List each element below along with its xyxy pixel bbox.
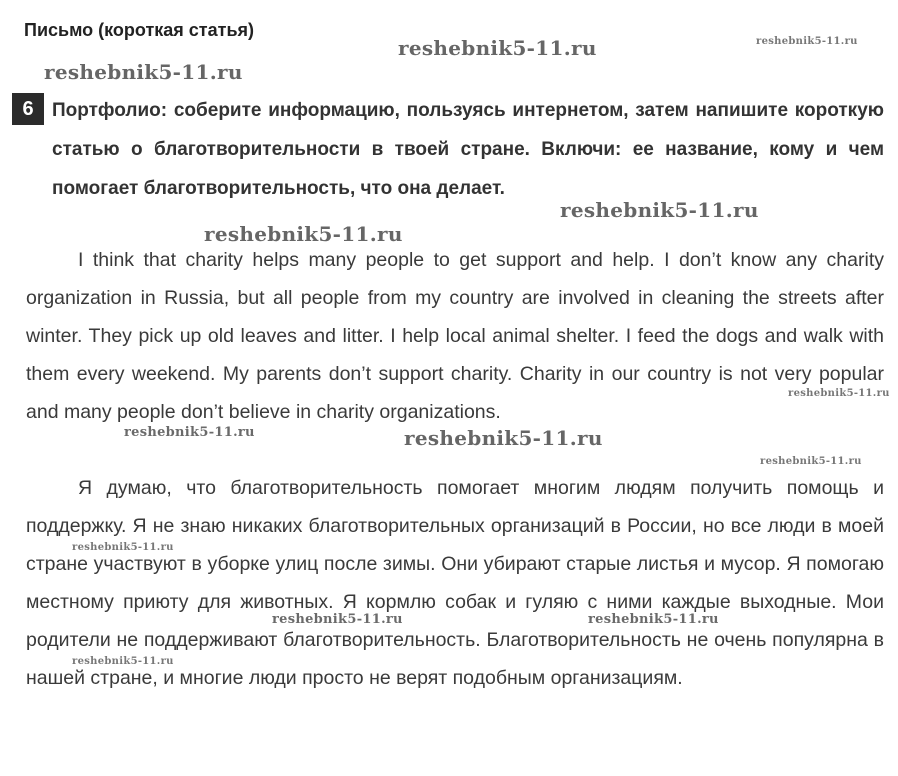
watermark: reshebnik5-11.ru: [204, 222, 403, 246]
watermark: reshebnik5-11.ru: [404, 426, 603, 450]
english-paragraph: I think that charity helps many people to get support and help. I don’t know any charity organization in Russia, but all people from my country are involved in cleaning the streets after winter. They pick up old leaves and litter. I help local animal shelter. I feed the dogs and walk with them every weekend. My parents don’t support charity. Charity in our country is not very popular and many people don’t believe in charity organizations.: [26, 249, 884, 423]
section-title: Письмо (короткая статья): [24, 20, 255, 40]
watermark: reshebnik5-11.ru: [760, 456, 862, 467]
task-instructions: Портфолио: соберите информацию, пользуясь интернетом, затем напишите короткую статью о благотворительности в твоей стране. Включи: ее название, кому и чем помогает благотворительность, что она делает.: [52, 100, 884, 199]
watermark: reshebnik5-11.ru: [272, 612, 403, 627]
watermark: reshebnik5-11.ru: [756, 36, 858, 47]
watermark: reshebnik5-11.ru: [124, 425, 255, 440]
watermark: reshebnik5-11.ru: [72, 656, 174, 667]
russian-paragraph: Я думаю, что благотворительность помогает многим людям получить помощь и поддержку. Я не знаю никаких благотворительных организаций в России, но все люди в моей стране участвуют в уборке улиц после зимы. Они убирают старые листья и мусор. Я помогаю местному приюту для животных. Я кормлю собак и гуляю с ними каждые выходные. Мои родители не поддерживают благотворительность. Благотворительность не очень популярна в нашей стране, и многие люди просто не верят подобным организациям.: [26, 477, 884, 689]
watermark: reshebnik5-11.ru: [398, 36, 597, 60]
watermark: reshebnik5-11.ru: [44, 60, 243, 84]
watermark: reshebnik5-11.ru: [588, 612, 719, 627]
watermark: reshebnik5-11.ru: [72, 542, 174, 553]
watermark: reshebnik5-11.ru: [788, 388, 890, 399]
watermark: reshebnik5-11.ru: [560, 198, 759, 222]
task-number-badge: 6: [12, 93, 44, 125]
